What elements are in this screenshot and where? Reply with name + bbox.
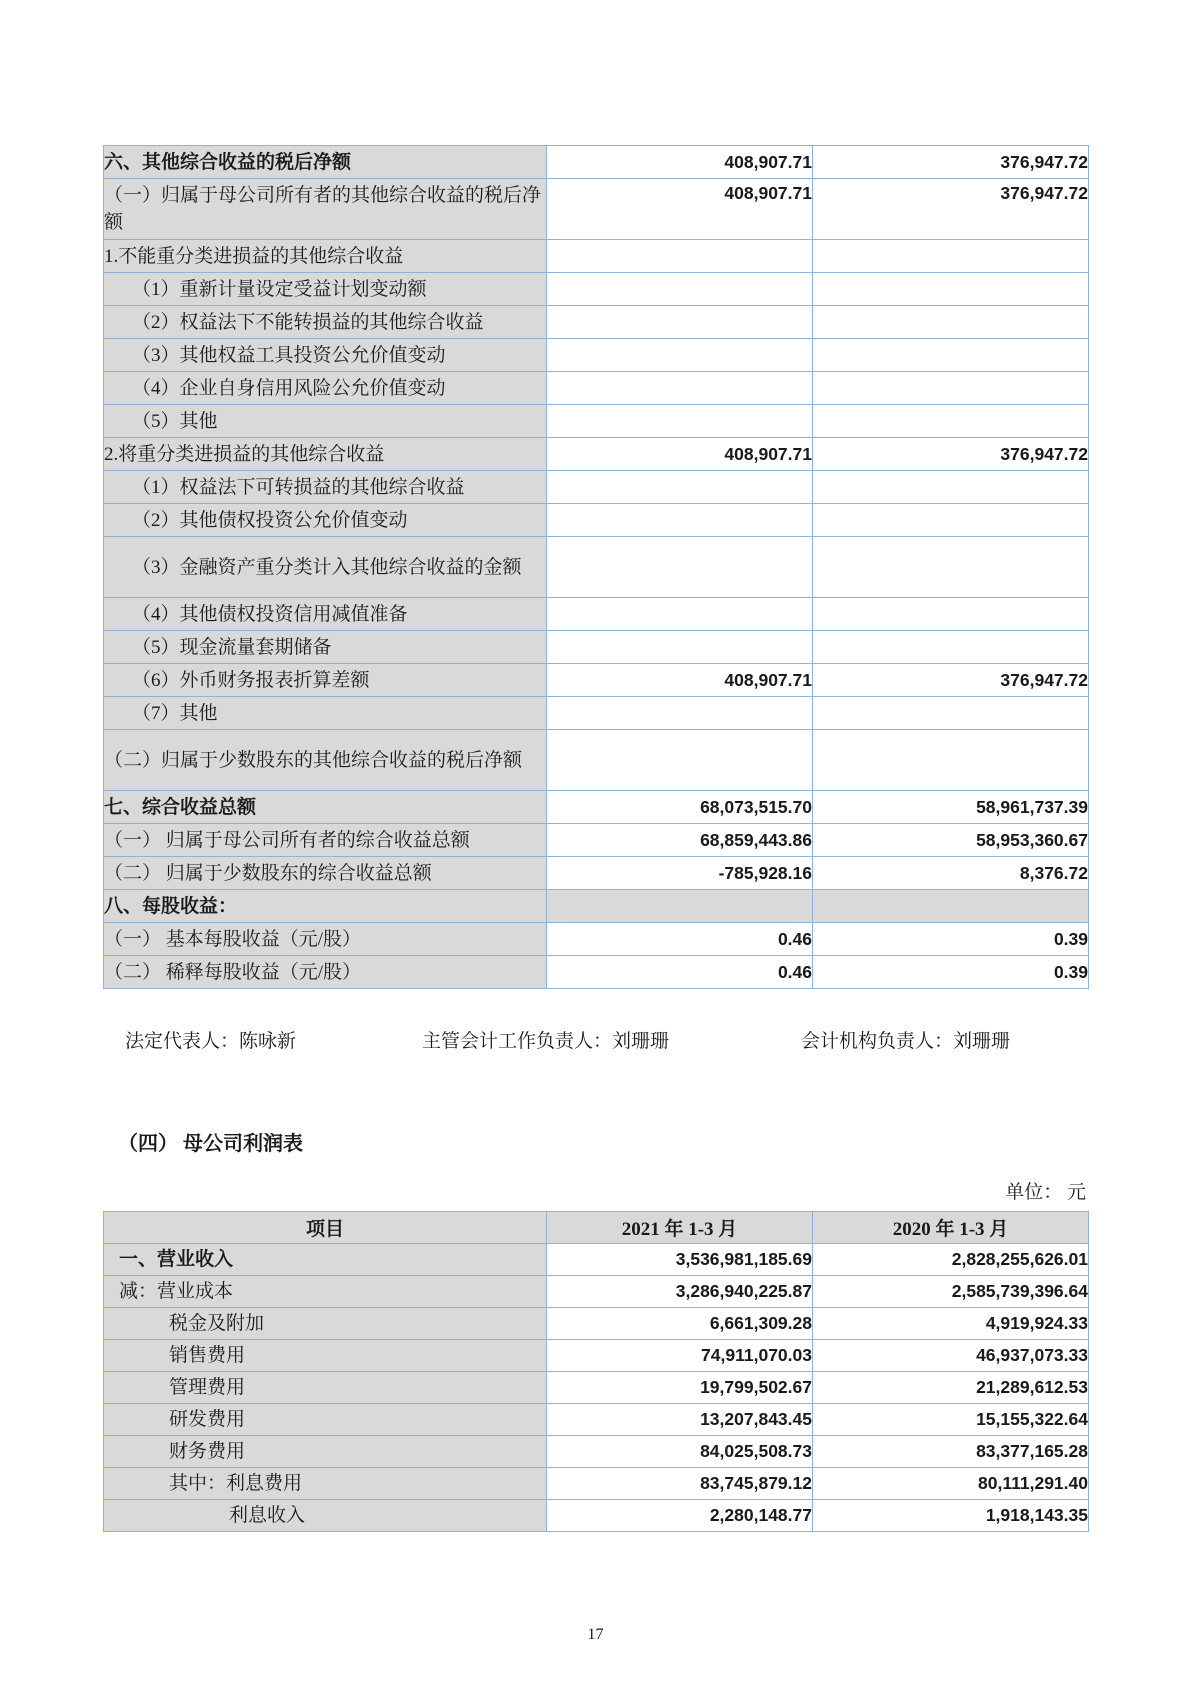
value-2021: 84,025,508.73	[547, 1436, 813, 1468]
row-label: 1.不能重分类进损益的其他综合收益	[104, 240, 547, 273]
section-heading: （四） 母公司利润表	[118, 1133, 303, 1155]
value-2020: 1,918,143.35	[813, 1500, 1089, 1532]
table-row	[104, 372, 1089, 405]
table-row	[104, 730, 1089, 791]
page-content	[103, 0, 1088, 1644]
table-row	[104, 438, 1089, 471]
value-2020	[813, 306, 1089, 339]
value-2020: 58,953,360.67	[813, 824, 1089, 857]
value-2021: 68,073,515.70	[547, 791, 813, 824]
comprehensive-income-table-wrapper	[103, 145, 1088, 989]
table-row	[104, 1340, 1089, 1372]
value-2021	[547, 471, 813, 504]
value-2020	[813, 339, 1089, 372]
value-2021: 408,907.71	[547, 179, 813, 240]
value-2020	[813, 890, 1089, 923]
value-2020	[813, 598, 1089, 631]
table-row	[104, 471, 1089, 504]
table-header-row	[104, 1212, 1089, 1244]
table-row	[104, 504, 1089, 537]
value-2021	[547, 306, 813, 339]
value-2021: 19,799,502.67	[547, 1372, 813, 1404]
value-2020: 8,376.72	[813, 857, 1089, 890]
value-2021: 3,286,940,225.87	[547, 1276, 813, 1308]
value-2021	[547, 405, 813, 438]
accounting-department-head: 会计机构负责人：刘珊珊	[801, 1031, 1011, 1052]
value-2020: 376,947.72	[813, 664, 1089, 697]
value-2021	[547, 537, 813, 598]
row-label: 六、其他综合收益的税后净额	[104, 146, 547, 179]
value-2020: 21,289,612.53	[813, 1372, 1089, 1404]
value-2021: 0.46	[547, 956, 813, 989]
value-2020: 376,947.72	[813, 438, 1089, 471]
value-2020: 0.39	[813, 923, 1089, 956]
chief-accountant: 主管会计工作负责人：刘珊珊	[422, 1031, 670, 1052]
value-2020	[813, 537, 1089, 598]
row-label: 八、每股收益：	[104, 890, 547, 923]
header-2020: 2020 年 1-3 月	[813, 1212, 1089, 1244]
row-label: （2）其他债权投资公允价值变动	[104, 504, 547, 537]
row-label: （5）其他	[104, 405, 547, 438]
value-2021: 3,536,981,185.69	[547, 1244, 813, 1276]
value-2021	[547, 890, 813, 923]
row-label: （二）归属于少数股东的其他综合收益的税后净额	[104, 730, 547, 791]
table-row	[104, 273, 1089, 306]
row-label: 财务费用	[104, 1436, 547, 1468]
table-row	[104, 1308, 1089, 1340]
value-2020: 0.39	[813, 956, 1089, 989]
value-2021	[547, 372, 813, 405]
row-label: （二） 归属于少数股东的综合收益总额	[104, 857, 547, 890]
table-row	[104, 857, 1089, 890]
table-row	[104, 306, 1089, 339]
value-2020: 376,947.72	[813, 179, 1089, 240]
row-label: 七、综合收益总额	[104, 791, 547, 824]
header-2021: 2021 年 1-3 月	[547, 1212, 813, 1244]
row-label: （4）其他债权投资信用减值准备	[104, 598, 547, 631]
value-2020: 2,585,739,396.64	[813, 1276, 1089, 1308]
row-label: （一）归属于母公司所有者的其他综合收益的税后净额	[104, 179, 547, 240]
value-2020	[813, 372, 1089, 405]
table-row	[104, 1404, 1089, 1436]
table-row	[104, 405, 1089, 438]
table-row	[104, 1468, 1089, 1500]
value-2021: 6,661,309.28	[547, 1308, 813, 1340]
row-label: （1）重新计量设定受益计划变动额	[104, 273, 547, 306]
signature-line	[103, 1026, 1088, 1053]
table-row	[104, 179, 1089, 240]
row-label: 税金及附加	[104, 1308, 547, 1340]
row-label: 一、营业收入	[104, 1244, 547, 1276]
value-2020: 80,111,291.40	[813, 1468, 1089, 1500]
value-2021	[547, 240, 813, 273]
table-row	[104, 339, 1089, 372]
table-row	[104, 146, 1089, 179]
row-label: （2）权益法下不能转损益的其他综合收益	[104, 306, 547, 339]
table-row	[104, 664, 1089, 697]
table-row	[104, 1436, 1089, 1468]
value-2021	[547, 339, 813, 372]
row-label: （4）企业自身信用风险公允价值变动	[104, 372, 547, 405]
value-2020: 46,937,073.33	[813, 1340, 1089, 1372]
row-label: 销售费用	[104, 1340, 547, 1372]
row-label: （二） 稀释每股收益（元/股）	[104, 956, 547, 989]
value-2020	[813, 405, 1089, 438]
table-row	[104, 824, 1089, 857]
value-2021: 74,911,070.03	[547, 1340, 813, 1372]
table-row	[104, 923, 1089, 956]
row-label: （一） 归属于母公司所有者的综合收益总额	[104, 824, 547, 857]
parent-income-table-wrapper	[103, 1211, 1088, 1532]
unit-label: 单位： 元	[1005, 1182, 1086, 1203]
value-2021: 68,859,443.86	[547, 824, 813, 857]
value-2021: -785,928.16	[547, 857, 813, 890]
value-2021: 408,907.71	[547, 146, 813, 179]
table-row	[104, 791, 1089, 824]
parent-income-table	[103, 1211, 1089, 1532]
row-label: 利息收入	[104, 1500, 547, 1532]
value-2021	[547, 730, 813, 791]
row-label: （一） 基本每股收益（元/股）	[104, 923, 547, 956]
value-2020	[813, 240, 1089, 273]
table-row	[104, 1244, 1089, 1276]
table-row	[104, 890, 1089, 923]
row-label: 管理费用	[104, 1372, 547, 1404]
value-2021: 0.46	[547, 923, 813, 956]
value-2021: 408,907.71	[547, 438, 813, 471]
table-row	[104, 1372, 1089, 1404]
table-row	[104, 537, 1089, 598]
value-2020	[813, 697, 1089, 730]
value-2020	[813, 730, 1089, 791]
value-2020	[813, 471, 1089, 504]
row-label: （6）外币财务报表折算差额	[104, 664, 547, 697]
comprehensive-income-table	[103, 145, 1089, 989]
table-row	[104, 598, 1089, 631]
row-label: 2.将重分类进损益的其他综合收益	[104, 438, 547, 471]
value-2020: 58,961,737.39	[813, 791, 1089, 824]
value-2021	[547, 631, 813, 664]
table-row	[104, 631, 1089, 664]
value-2020	[813, 504, 1089, 537]
row-label: 减：营业成本	[104, 1276, 547, 1308]
value-2021	[547, 598, 813, 631]
table-row	[104, 1276, 1089, 1308]
row-label: （3）金融资产重分类计入其他综合收益的金额	[104, 537, 547, 598]
value-2020	[813, 273, 1089, 306]
value-2021: 83,745,879.12	[547, 1468, 813, 1500]
row-label: （7）其他	[104, 697, 547, 730]
value-2021	[547, 504, 813, 537]
value-2020: 2,828,255,626.01	[813, 1244, 1089, 1276]
value-2020: 4,919,924.33	[813, 1308, 1089, 1340]
value-2021	[547, 697, 813, 730]
table-row	[104, 697, 1089, 730]
value-2020: 376,947.72	[813, 146, 1089, 179]
row-label: （3）其他权益工具投资公允价值变动	[104, 339, 547, 372]
page-number: 17	[587, 1626, 604, 1643]
value-2021: 408,907.71	[547, 664, 813, 697]
value-2021: 13,207,843.45	[547, 1404, 813, 1436]
table-row	[104, 1500, 1089, 1532]
value-2021: 2,280,148.77	[547, 1500, 813, 1532]
table-row	[104, 956, 1089, 989]
header-item: 项目	[104, 1212, 547, 1244]
value-2020: 15,155,322.64	[813, 1404, 1089, 1436]
row-label: （1）权益法下可转损益的其他综合收益	[104, 471, 547, 504]
value-2020: 83,377,165.28	[813, 1436, 1089, 1468]
row-label: （5）现金流量套期储备	[104, 631, 547, 664]
value-2021	[547, 273, 813, 306]
row-label: 研发费用	[104, 1404, 547, 1436]
table-row	[104, 240, 1089, 273]
value-2020	[813, 631, 1089, 664]
legal-representative: 法定代表人：陈咏新	[125, 1031, 297, 1052]
row-label: 其中：利息费用	[104, 1468, 547, 1500]
